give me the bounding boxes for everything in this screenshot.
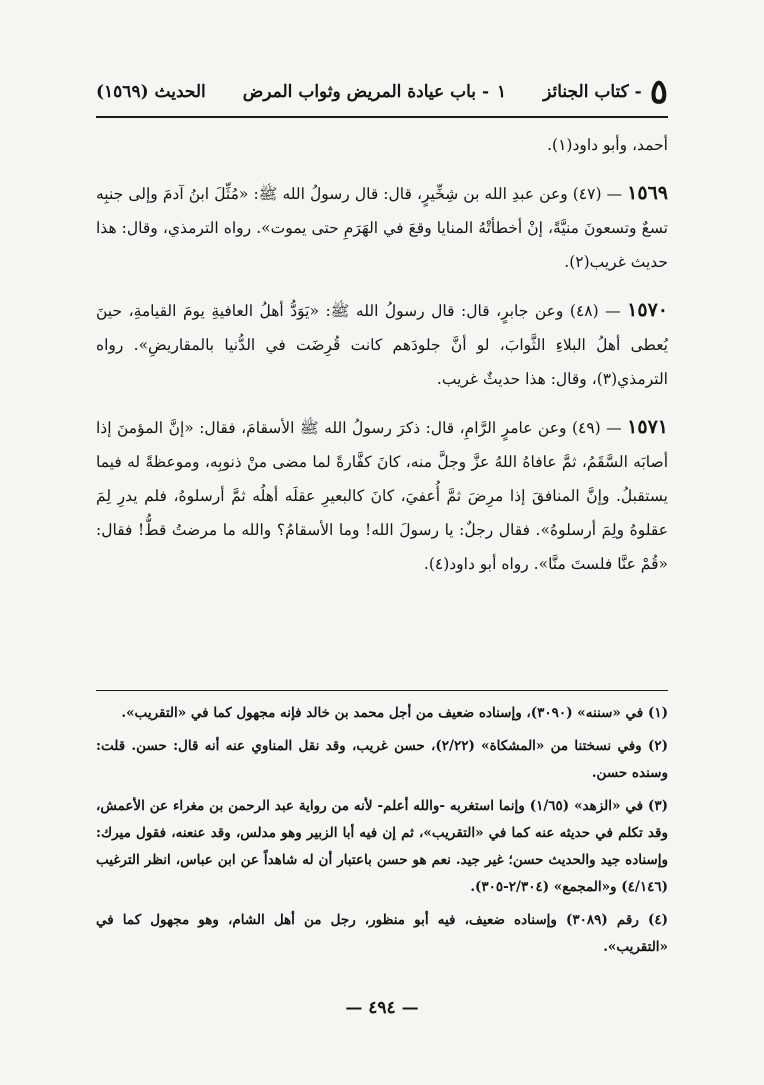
section-title: - باب عيادة المريض وثواب المرض [242,82,490,102]
section-number: ١ [497,82,507,102]
hadith-number: ١٥٧٠ [627,299,668,321]
hadith-paragraph [96,293,668,396]
footnote-rule [96,690,668,691]
running-header [96,74,668,110]
header-rule [96,116,668,118]
chapter-number: ٥ [649,72,668,112]
footnote: (٤) رقم (٣٠٨٩) وإسناده ضعيف، فيه أبو منظور، رجل من أهل الشام، وهو مجهول كما في «التقريب». [96,912,668,955]
header-chapter-group [543,72,668,112]
book-title: - كتاب الجنائز [543,82,642,102]
hadith-number: ١٥٧١ [627,416,668,438]
hadith-text: — (٤٨) وعن جابرٍ، قال: قال رسولُ الله ﷺ: «يَوَدُّ أهلُ العافيةِ يومَ القيامةِ، حينَ يُعطى أهلُ البلاءِ الثَّوابَ، لو أنَّ جلودَهم كانت قُرِضَت في الدُّنيا بالمقاريضِ». رواه الترمذي(٣)، وقال: هذا حديثٌ غريب. [96,302,668,388]
hadith-number: ١٥٦٩ [627,182,668,204]
footnotes [96,700,668,967]
hadith-range: الحديث (١٥٦٩) [96,82,206,102]
main-text [96,128,668,595]
hadith-paragraph [96,410,668,581]
header-section-group [243,82,506,102]
hadith-text: — (٤٧) وعن عبدِ الله بن شِخِّيرٍ، قال: قال رسولُ الله ﷺ: «مُثِّلَ ابنُ آدمَ وإلى جنبِه تسعٌ وتسعونَ منيَّةً، إنْ أخطأتْهُ المنايا وقعَ في الهَرَمِ حتى يموت». رواه الترمذي، وقال: هذا حديث غريب(٢). [96,185,668,271]
footnote: (١) في «سننه» (٣٠٩٠)، وإسناده ضعيف من أجل محمد بن خالد فإنه مجهول كما في «التقريب». [121,705,668,721]
intro-line: أحمد، وأبو داود(١). [547,136,668,154]
footnote: (٣) في «الزهد» (١/٦٥) وإنما استغربه -والله أعلم- لأنه من رواية عبد الرحمن بن مغراء عن الأعمش، وقد تكلم في حديثه عنه كما في «التقريب»، ثم إن فيه أبا الزبير وهو مدلس، وقد عنعنه، فقول ميرك: وإسناده جيد والحديث حسن؛ غير جيد. نعم هو حسن باعتبار أن له شاهداً عن ابن عباس، انظر الترغيب (٤/١٤٦) و«المجمع» (٢/٣٠٤-٣٠٥). [96,798,668,895]
hadith-text: — (٤٩) وعن عامرٍ الرَّامِ، قال: ذكرَ رسولُ الله ﷺ الأسقامَ، فقال: «إنَّ المؤمنَ إذا أصابَه السَّقَمُ، ثمَّ عافاهُ اللهُ عزَّ وجلَّ منه، كانَ كفَّارةً لما مضى منْ ذنوبِه، وموعظةً له فيما يستقبلُ. وإنَّ المنافقَ إذا مرِضَ ثمَّ أُعفيَ، كانَ كالبعيرِ عقلَه أهلُه ثمَّ أرسلوهُ، فلم يدرِ لِمَ عقلوهُ ولِمَ أرسلوهُ». فقال رجلٌ: يا رسولَ الله! وما الأسقامُ؟ والله ما مرضتُ قطُّ! فقال: «قُمْ عنَّا فلستَ منَّا». رواه أبو داود(٤). [96,419,668,573]
page-number: — ٤٩٤ — [345,998,419,1018]
hadith-paragraph [96,176,668,279]
footnote: (٢) وفي نسختنا من «المشكاة» (٢/٢٢)، حسن غريب، وقد نقل المناوي عنه أنه قال: حسن. قلت: وسنده حسن. [96,738,668,781]
